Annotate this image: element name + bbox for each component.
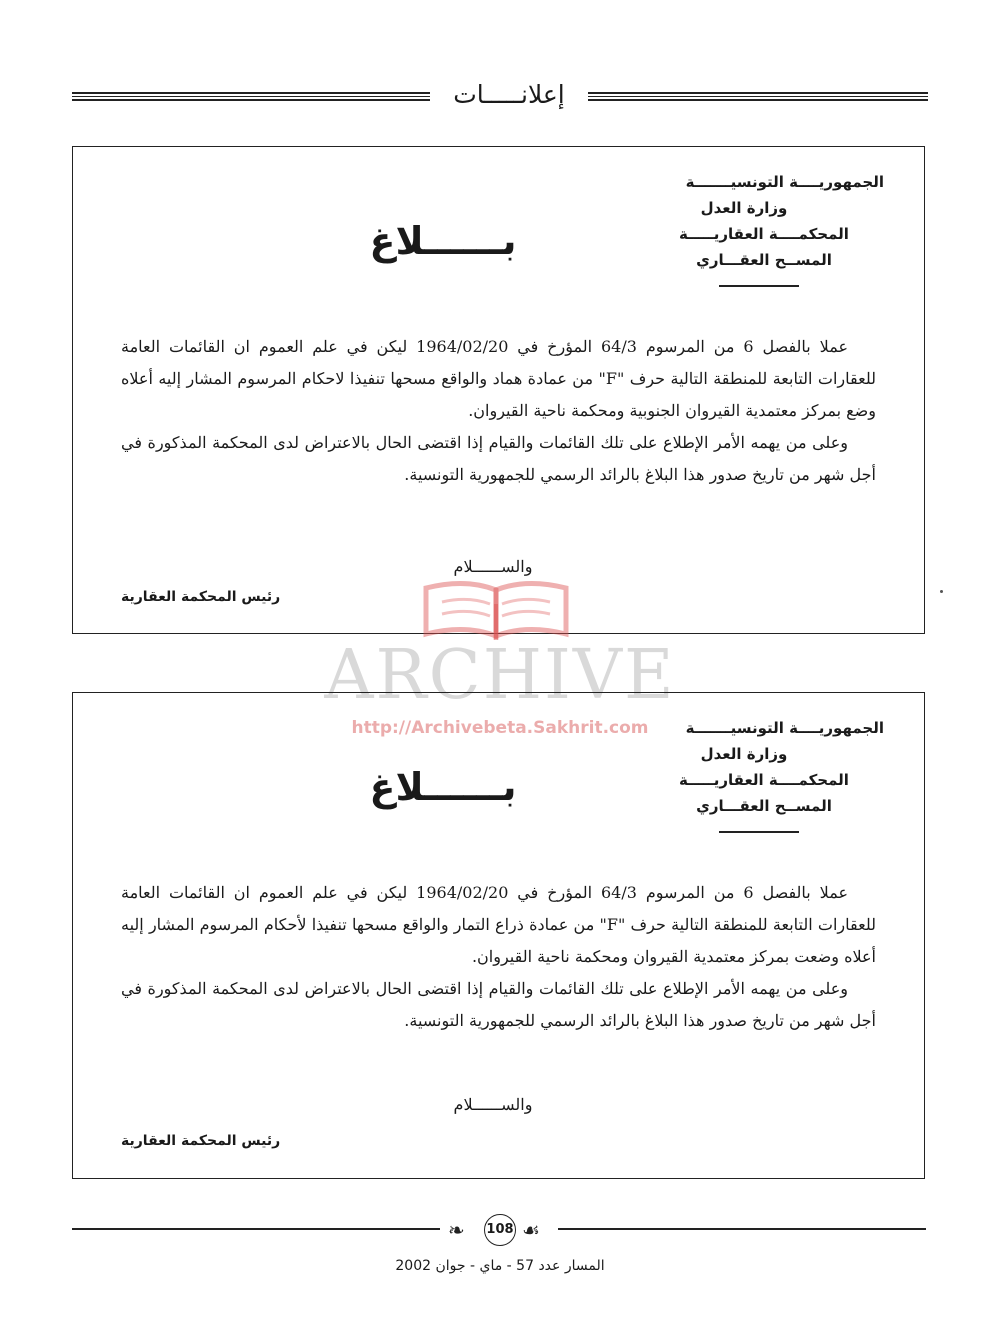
notice-box-1 bbox=[72, 146, 925, 634]
watermark-text: ARCHIVE bbox=[324, 636, 676, 715]
notice-box-2 bbox=[72, 692, 925, 1179]
notice-signature: رئيس المحكمة العقارية bbox=[121, 589, 281, 605]
notice-signature: رئيس المحكمة العقارية bbox=[121, 1133, 281, 1149]
notice-body bbox=[121, 331, 876, 491]
issuer-court: المحكمــــة العقاريـــــة bbox=[679, 771, 849, 789]
notice-title: بــــــلاغ bbox=[369, 219, 517, 263]
issuer-divider bbox=[719, 285, 799, 287]
issuer-survey: المســح العقـــاري bbox=[696, 797, 832, 815]
page-number: 108 bbox=[484, 1214, 516, 1246]
section-title: إعلانـــــات bbox=[453, 80, 565, 109]
notice-title: بــــــلاغ bbox=[369, 765, 517, 809]
header-rule-right bbox=[588, 92, 928, 101]
notice-body bbox=[121, 877, 876, 1037]
scan-speck bbox=[940, 590, 943, 593]
ornament-icon: ❧ bbox=[448, 1218, 465, 1242]
notice-paragraph-1: عملا بالفصل 6 من المرسوم 64/3 المؤرخ في 1964/02/20 ليكن في علم العموم ان القائمات العامة للعقارات التابعة للمنطقة التالية حرف "F" من عمادة ذراع التمار والواقع مسحها تنفيذا لأحكام المرسوم المشار إليه أعلاه وضعت بمركز معتمدية القيروان ومحكمة ناحية القيروان. bbox=[121, 883, 877, 966]
notice-closing: والســــــلام bbox=[453, 1095, 533, 1114]
issuer-court: المحكمــــة العقاريـــــة bbox=[679, 225, 849, 243]
issuer-survey: المســح العقـــاري bbox=[696, 251, 832, 269]
footer-rule-right bbox=[558, 1228, 926, 1230]
header-rule-left bbox=[72, 92, 430, 101]
issue-info: المسار عدد 57 - ماي - جوان 2002 bbox=[395, 1258, 605, 1274]
issuer-republic: الجمهوريــــة التونسيـــــــة bbox=[685, 173, 884, 191]
issuer-block bbox=[644, 715, 884, 833]
notice-closing: والســــــلام bbox=[453, 557, 533, 576]
ornament-icon: ☙ bbox=[522, 1218, 540, 1242]
issuer-divider bbox=[719, 831, 799, 833]
notice-paragraph-2: وعلى من يهمه الأمر الإطلاع على تلك القائمات والقيام إذا اقتضى الحال بالاعتراض لدى المحكمة المذكورة في أجل شهر من تاريخ صدور هذا البلاغ بالرائد الرسمي للجمهورية التونسية. bbox=[121, 433, 876, 484]
footer-rule-left bbox=[72, 1228, 440, 1230]
notice-paragraph-2: وعلى من يهمه الأمر الإطلاع على تلك القائمات والقيام إذا اقتضى الحال بالاعتراض لدى المحكمة المذكورة في أجل شهر من تاريخ صدور هذا البلاغ بالرائد الرسمي للجمهورية التونسية. bbox=[121, 979, 876, 1030]
issuer-ministry: وزارة العدل bbox=[700, 199, 788, 217]
issuer-ministry: وزارة العدل bbox=[700, 745, 788, 763]
issuer-republic: الجمهوريــــة التونسيـــــــة bbox=[685, 719, 884, 737]
notice-paragraph-1: عملا بالفصل 6 من المرسوم 64/3 المؤرخ في 1964/02/20 ليكن في علم العموم ان القائمات العامة للعقارات التابعة للمنطقة التالية حرف "F" من عمادة هماد والواقع مسحها تنفيذا لاحكام المرسوم المشار إليه أعلاه وضع بمركز معتمدية القيروان الجنوبية ومحكمة ناحية القيروان. bbox=[121, 337, 877, 420]
issuer-block bbox=[644, 169, 884, 287]
watermark-url: http://Archivebeta.Sakhrit.com bbox=[351, 718, 649, 738]
